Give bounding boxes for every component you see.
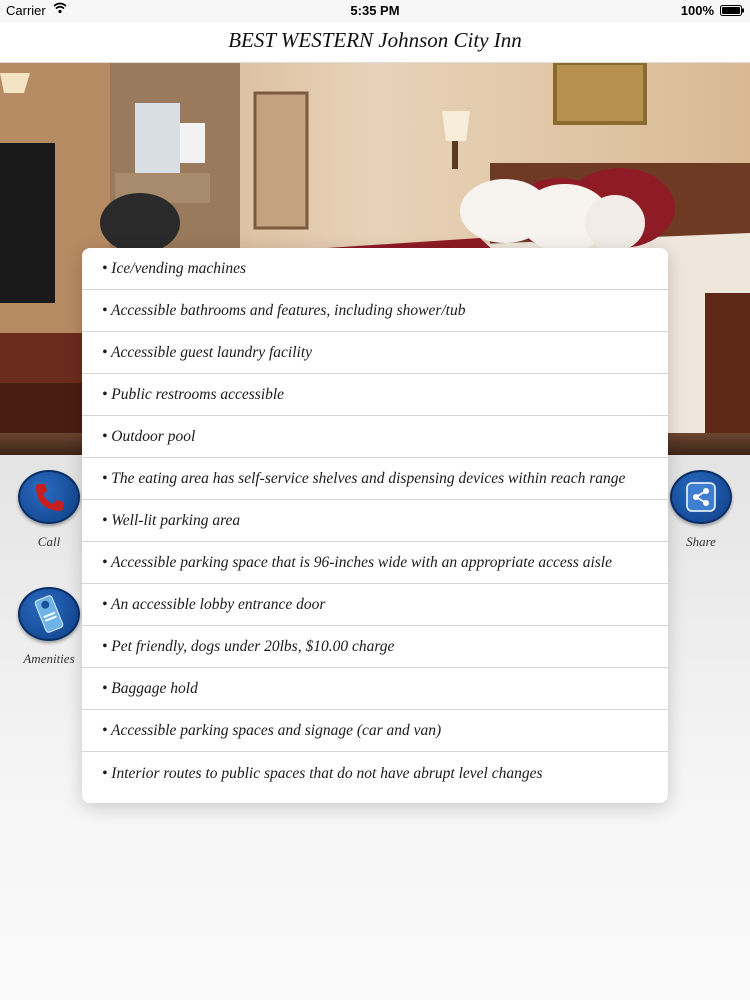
amenities-action[interactable] (9, 587, 89, 667)
list-item: • An accessible lobby entrance door (82, 584, 668, 626)
call-action[interactable] (9, 470, 89, 550)
door-hanger-icon (32, 594, 66, 634)
list-item: • Accessible bathrooms and features, including shower/tub (82, 290, 668, 332)
list-item: • Accessible parking space that is 96-inches wide with an appropriate access aisle (82, 542, 668, 584)
list-item: • Well-lit parking area (82, 500, 668, 542)
list-item: • Accessible parking spaces and signage (car and van) (82, 710, 668, 752)
navigation-bar (0, 22, 750, 63)
clock: 5:35 PM (350, 3, 400, 18)
call-label: Call (37, 534, 61, 549)
share-action[interactable] (661, 470, 741, 550)
amenities-popup (82, 248, 668, 803)
share-button[interactable] (670, 470, 732, 524)
share-label: Share (686, 534, 716, 549)
list-item: • Interior routes to public spaces that do not have abrupt level changes (102, 764, 543, 782)
list-item: • Accessible guest laundry facility (82, 332, 668, 374)
carrier-label: Carrier (6, 3, 46, 18)
amenities-label: Amenities (23, 651, 75, 666)
status-bar (0, 0, 750, 22)
call-button[interactable] (18, 470, 80, 524)
amenities-button[interactable] (18, 587, 80, 641)
list-item: • Ice/vending machines (82, 248, 668, 290)
list-item: • Outdoor pool (82, 416, 668, 458)
amenities-list (82, 248, 668, 794)
battery-percent: 100% (680, 3, 714, 18)
phone-icon (32, 480, 66, 514)
list-item: • Baggage hold (82, 668, 668, 710)
share-icon (685, 481, 717, 513)
list-item: • Public restrooms accessible (82, 374, 668, 416)
list-item: • The eating area has self-service shelves and dispensing devices within reach range (82, 458, 668, 500)
page-title: BEST WESTERN Johnson City Inn (228, 28, 522, 52)
battery-icon (720, 5, 744, 16)
list-item: • Pet friendly, dogs under 20lbs, $10.00 charge (82, 626, 668, 668)
